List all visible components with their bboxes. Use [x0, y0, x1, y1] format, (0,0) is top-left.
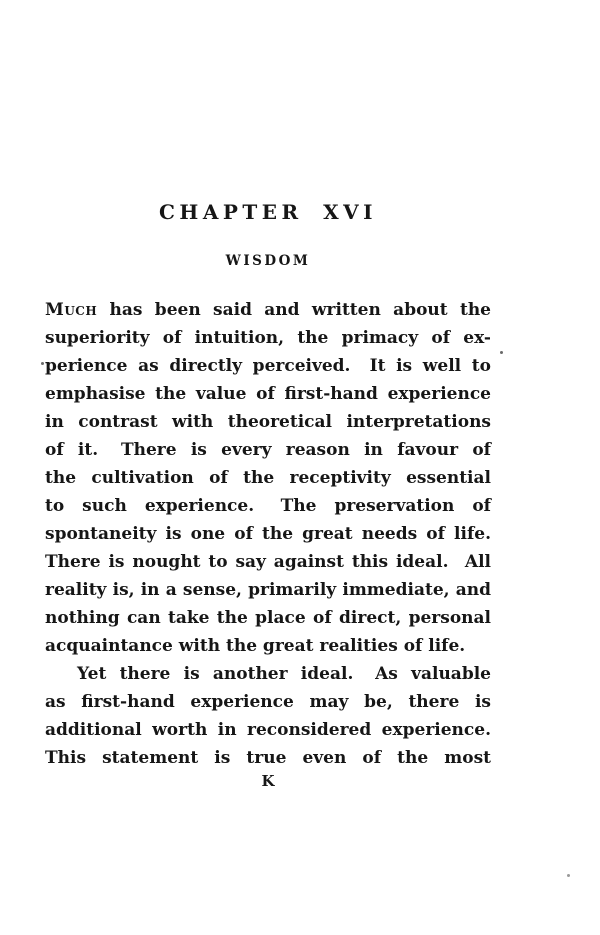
text-line	[45, 548, 491, 576]
text-line	[45, 660, 491, 688]
line-text: acquaintance with the great realities of life.	[45, 636, 466, 656]
lead-word: Much	[45, 300, 98, 320]
line-text: in contrast with theoretical interpretations	[45, 412, 491, 432]
text-line	[45, 744, 491, 772]
line-text: Yet there is another ideal. As valuable	[77, 664, 491, 684]
section-heading: WISDOM	[225, 253, 311, 269]
text-line	[45, 604, 491, 632]
line-text: There is nought to say against this ideal. All	[45, 552, 491, 572]
scan-speck	[500, 351, 503, 354]
scan-speck	[567, 874, 570, 877]
text-line	[45, 408, 491, 436]
text-line	[45, 716, 491, 744]
line-text: as first-hand experience may be, there is	[45, 692, 491, 712]
line-text: of it. There is every reason in favour of	[45, 440, 491, 460]
line-text: spontaneity is one of the great needs of life.	[45, 524, 491, 544]
line-text: superiority of intuition, the primacy of ex-	[45, 328, 491, 348]
text-line	[45, 352, 491, 380]
text-line	[45, 436, 491, 464]
line-text: This statement is true even of the most	[45, 748, 491, 768]
scan-speck	[41, 362, 44, 365]
line-text: to such experience. The preservation of	[45, 496, 491, 516]
text-line	[45, 576, 491, 604]
text-line	[45, 520, 491, 548]
line-text: reality is, in a sense, primarily immediate, and	[45, 580, 491, 600]
line-text: additional worth in reconsidered experience.	[45, 720, 491, 740]
text-line	[45, 324, 491, 352]
line-text: perience as directly perceived. It is well to	[45, 356, 491, 376]
text-line	[45, 492, 491, 520]
line-text: has been said and written about the	[97, 300, 491, 320]
signature-mark: K	[261, 772, 275, 790]
page-body	[45, 296, 491, 772]
text-line	[45, 632, 491, 660]
text-line	[45, 464, 491, 492]
line-text: nothing can take the place of direct, personal	[45, 608, 491, 628]
line-text: the cultivation of the receptivity essential	[45, 468, 491, 488]
line-text: emphasise the value of first-hand experience	[45, 384, 491, 404]
text-line	[45, 296, 491, 324]
text-line	[45, 688, 491, 716]
text-line	[45, 380, 491, 408]
chapter-heading: CHAPTER XVI	[159, 200, 377, 224]
